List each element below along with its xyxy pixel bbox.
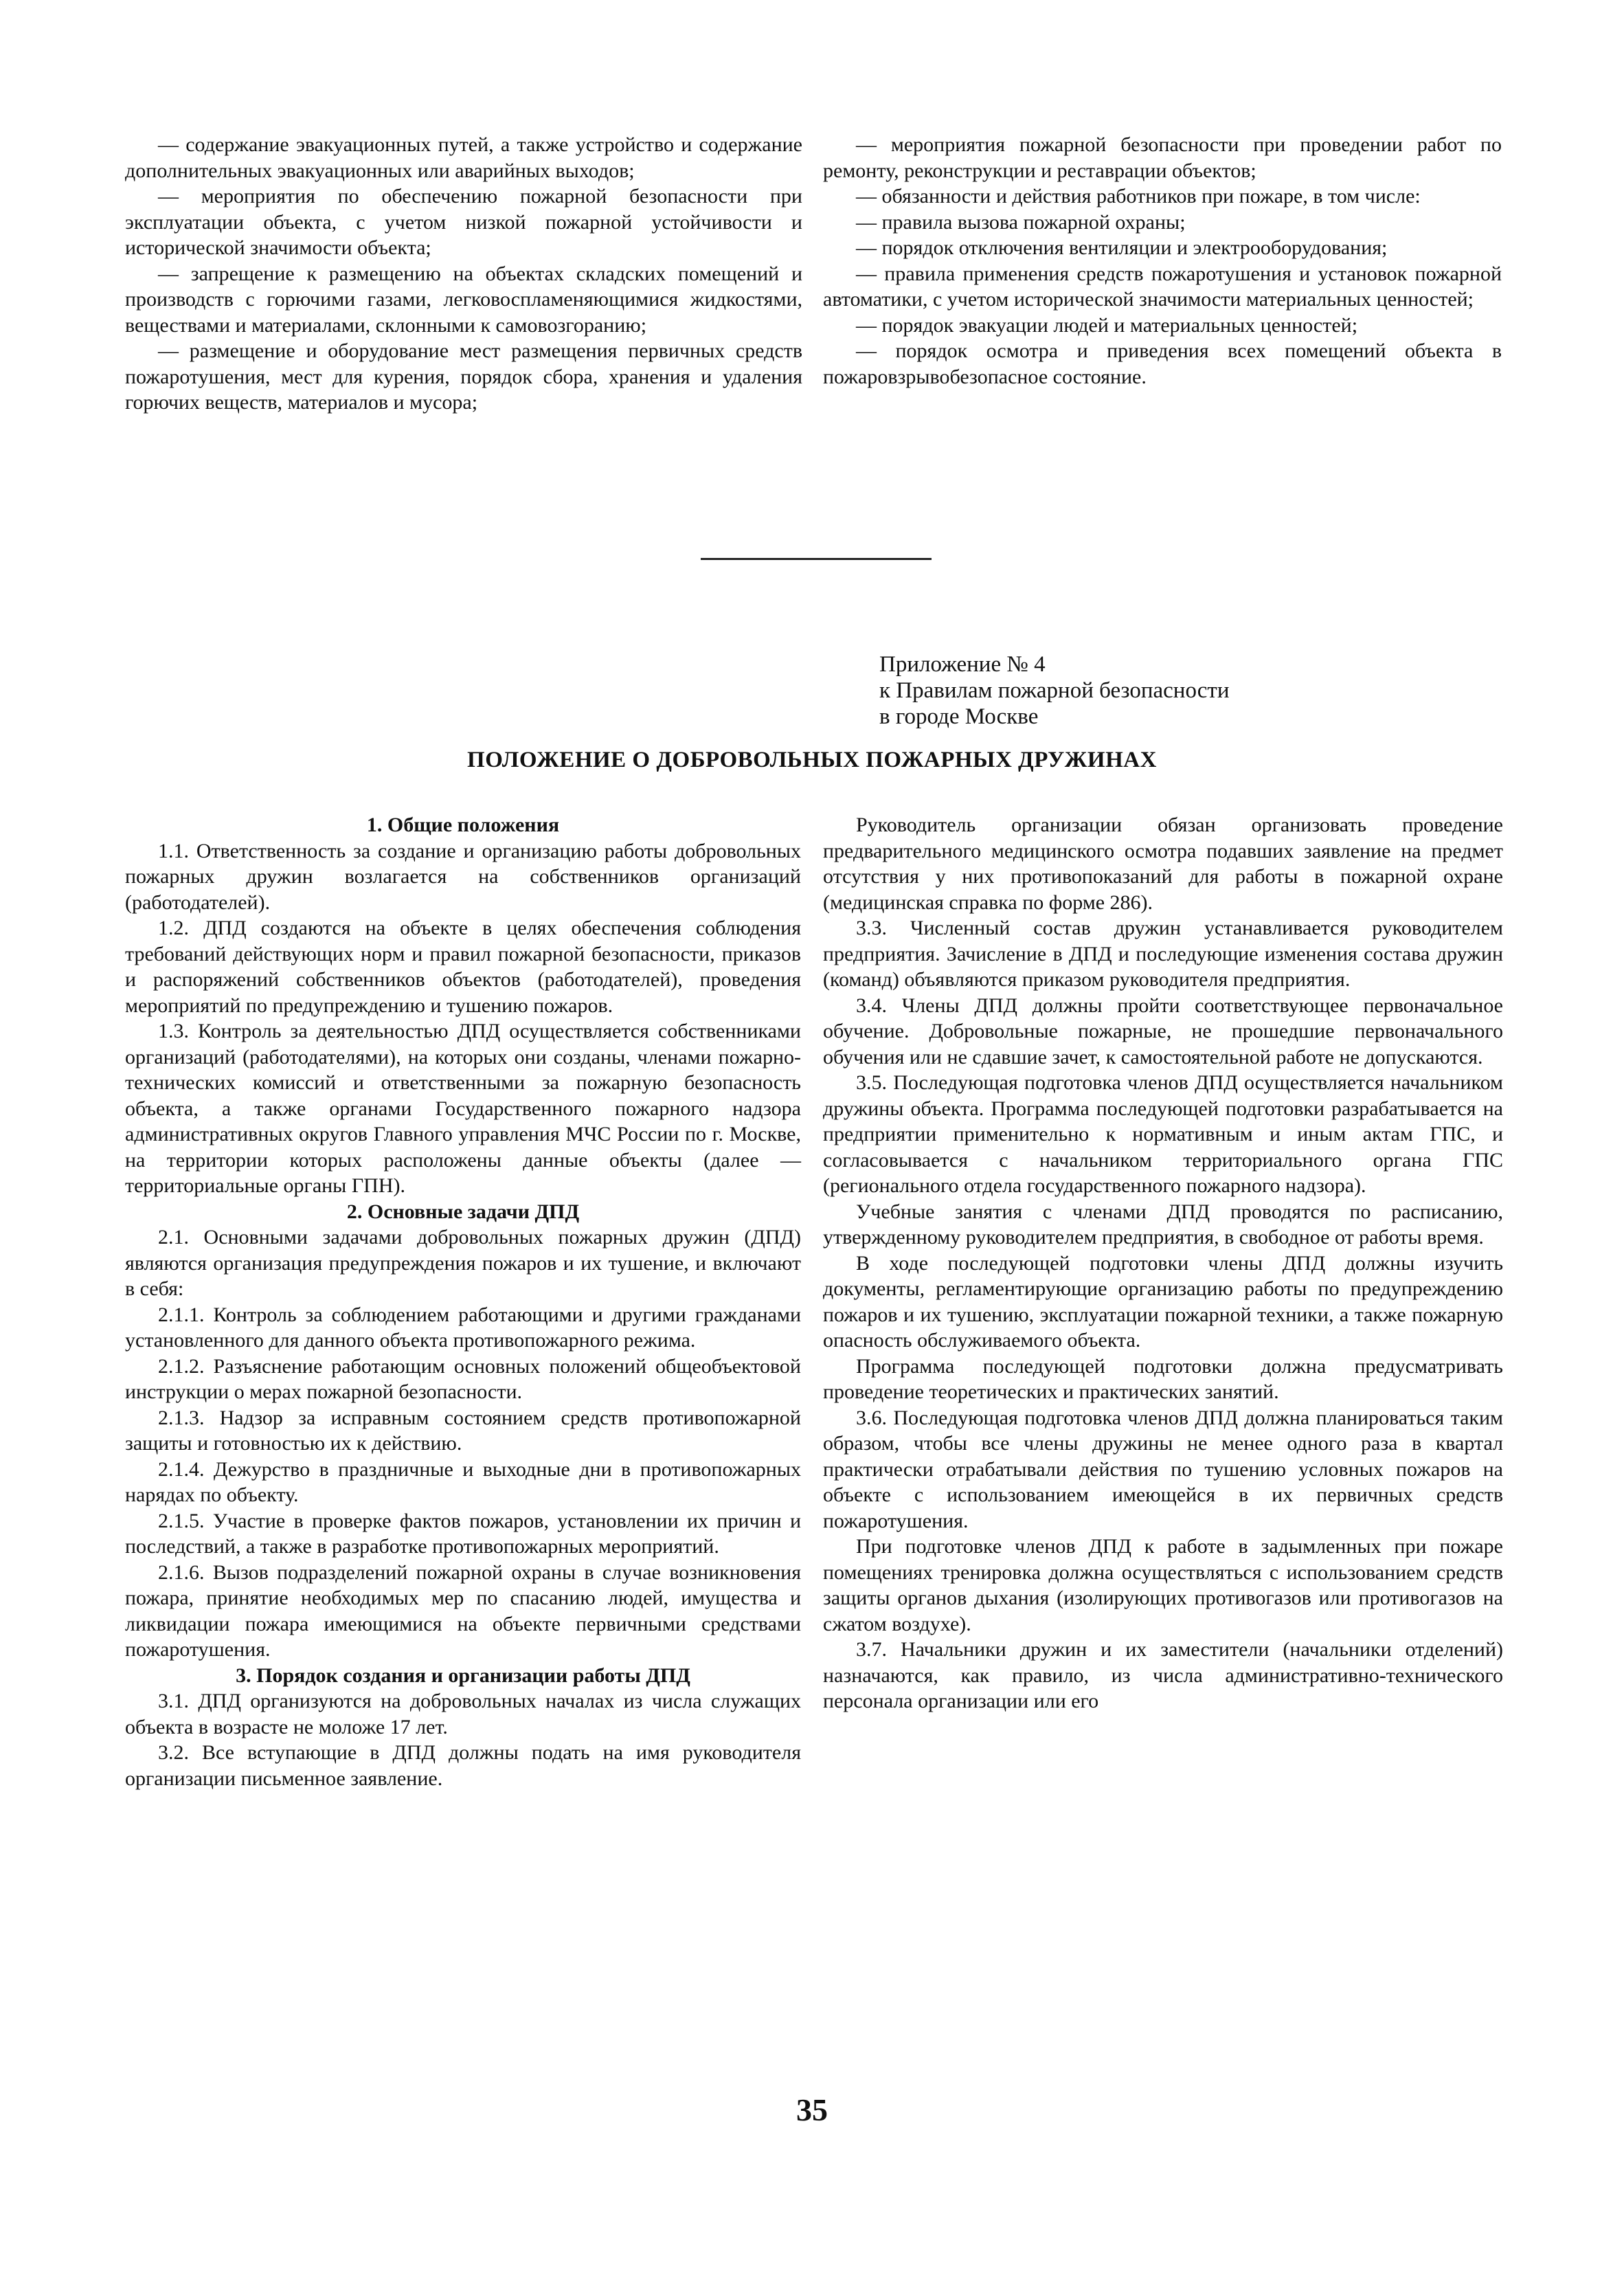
list-item: — мероприятия пожарной безопасности при проведении работ по ремонту, реконструкции и реставрации объектов; xyxy=(823,133,1502,182)
paragraph: Учебные занятия с членами ДПД проводятся по расписанию, утвержденному руководителем предприятия, в свободное от работы время. xyxy=(823,1200,1503,1249)
list-item: — содержание эвакуационных путей, а также устройство и содержание дополнительных эвакуационных или аварийных выходов; xyxy=(125,133,802,182)
paragraph: 2.1.4. Дежурство в праздничные и выходные дни в противопожарных нарядах по объекту. xyxy=(125,1457,801,1506)
paragraph: 1.3. Контроль за деятельностью ДПД осуществляется собственниками организаций (работодателями), на которых они созданы, членами пожарно-технических комиссий и ответственными за пожарную безопасность объекта, а также органами Государственного пожарного надзора административных округов Главного управления МЧС России по г. Москве, на территории которых расположены данные объекты (далее — территориальные органы ГПН). xyxy=(125,1020,801,1197)
list-item: — порядок эвакуации людей и материальных ценностей; xyxy=(856,313,1358,337)
paragraph: 2.1.1. Контроль за соблюдением работающими и другими гражданами установленного для данного объекта противопожарного режима. xyxy=(125,1303,801,1352)
paragraph: При подготовке членов ДПД к работе в задымленных при пожаре помещениях тренировка должна осуществляться с использованием средств защиты органов дыхания (изолирующих противогазов или противогазов на сжатом воздухе). xyxy=(823,1535,1503,1635)
paragraph: 2.1. Основными задачами добровольных пожарных дружин (ДПД) являются организация предупреждения пожаров и их тушение, и включают в себя: xyxy=(125,1226,801,1300)
list-item: — правила вызова пожарной охраны; xyxy=(856,210,1186,234)
paragraph: 2.1.2. Разъяснение работающим основных положений общеобъектовой инструкции о мерах пожарной безопасности. xyxy=(125,1354,801,1403)
list-item: — размещение и оборудование мест размещения первичных средств пожаротушения, мест для курения, порядок сбора, хранения и удаления горючих веществ, материалов и мусора; xyxy=(125,339,802,414)
section-heading: 1. Общие положения xyxy=(366,814,560,836)
paragraph: 2.1.5. Участие в проверке фактов пожаров, установлении их причин и последствий, а также в разработке противопожарных мероприятий. xyxy=(125,1509,801,1558)
paragraph: 3.4. Члены ДПД должны пройти соответствующее первоначальное обучение. Добровольные пожарные, не прошедшие первоначального обучения или не сдавшие зачет, к самостоятельной работе не допускаются. xyxy=(823,994,1503,1068)
paragraph: 1.1. Ответственность за создание и организацию работы добровольных пожарных дружин возлагается на собственников организаций (работодателей). xyxy=(125,839,801,914)
paragraph: 2.1.3. Надзор за исправным состоянием средств противопожарной защиты и готовностью их к действию. xyxy=(125,1406,801,1455)
section-heading: 3. Порядок создания и организации работы ДПД xyxy=(236,1664,690,1687)
paragraph: 3.7. Начальники дружин и их заместители (начальники отделений) назначаются, как правило, из числа административно-технического персонала организации или его xyxy=(823,1638,1503,1712)
bottom-left-column xyxy=(125,812,801,1791)
section-divider xyxy=(701,558,932,560)
paragraph: 1.2. ДПД создаются на объекте в целях обеспечения соблюдения требований действующих норм и правил пожарной безопасности, приказов и распоряжений собственников объектов (работодателей), проведения мероприятий по предупреждению и тушению пожаров. xyxy=(125,917,801,1017)
paragraph: Руководитель организации обязан организовать проведение предварительного медицинского осмотра подавших заявление на предмет отсутствия у них противопоказаний для работы в пожарной охране (медицинская справка по форме 286). xyxy=(823,814,1503,914)
paragraph: 3.1. ДПД организуются на добровольных началах из числа служащих объекта в возрасте не моложе 17 лет. xyxy=(125,1690,801,1738)
list-item: — правила применения средств пожаротушения и установок пожарной автоматики, с учетом исторической значимости материальных ценностей; xyxy=(823,262,1502,311)
paragraph: В ходе последующей подготовки члены ДПД должны изучить документы, регламентирующие организацию работы по предупреждению пожаров и их тушению, эксплуатации пожарной техники, а также пожарную опасность обслуживаемого объекта. xyxy=(823,1251,1503,1352)
paragraph: 3.5. Последующая подготовка членов ДПД осуществляется начальником дружины объекта. Программа последующей подготовки разрабатывается на предприятии применительно к нормативным и иным актам ГПС, и согласовывается с начальником территориального органа ГПС (регионального отдела государственного пожарного надзора). xyxy=(823,1071,1503,1197)
list-item: — мероприятия по обеспечению пожарной безопасности при эксплуатации объекта, с учетом низкой пожарной устойчивости и исторической значимости объекта; xyxy=(125,185,802,259)
paragraph: 3.2. Все вступающие в ДПД должны подать на имя руководителя организации письменное заявление. xyxy=(125,1741,801,1790)
document-title: ПОЛОЖЕНИЕ О ДОБРОВОЛЬНЫХ ПОЖАРНЫХ ДРУЖИНАХ xyxy=(467,748,1157,772)
appendix-line: к Правилам пожарной безопасности xyxy=(879,678,1230,703)
paragraph: 3.6. Последующая подготовка членов ДПД должна планироваться таким образом, чтобы все члены дружины не менее одного раза в квартал практически отрабатывали действия по тушению условных пожаров на объекте с использованием имеющейся в их первичных средств пожаротушения. xyxy=(823,1406,1503,1532)
appendix-line: в городе Москве xyxy=(879,704,1039,729)
list-item: — порядок осмотра и приведения всех помещений объекта в пожаровзрывобезопасное состояние. xyxy=(823,339,1502,388)
paragraph: Программа последующей подготовки должна предусматривать проведение теоретических и практических занятий. xyxy=(823,1354,1503,1403)
list-item: — запрещение к размещению на объектах складских помещений и производств с горючими газами, легковоспламеняющимися жидкостями, веществами и материалами, склонными к самовозгоранию; xyxy=(125,262,802,337)
section-heading: 2. Основные задачи ДПД xyxy=(346,1200,580,1223)
appendix-line: Приложение № 4 xyxy=(879,652,1046,677)
top-right-column xyxy=(823,132,1502,390)
bottom-right-column xyxy=(823,812,1503,1714)
paragraph: 3.3. Численный состав дружин устанавливается руководителем предприятия. Зачисление в ДПД и последующие изменения состава дружин (команд) объявляются приказом руководителя предприятия. xyxy=(823,917,1503,991)
list-item: — обязанности и действия работников при пожаре, в том числе: xyxy=(856,185,1421,208)
page-number: 35 xyxy=(796,2092,828,2127)
list-item: — порядок отключения вентиляции и электрооборудования; xyxy=(856,236,1388,259)
paragraph: 2.1.6. Вызов подразделений пожарной охраны в случае возникновения пожара, принятие необходимых мер по спасанию людей, имущества и ликвидации пожара имеющимися на объекте первичными средствами пожаротушения. xyxy=(125,1560,801,1661)
top-left-column xyxy=(125,132,802,416)
appendix-note xyxy=(879,651,1230,730)
